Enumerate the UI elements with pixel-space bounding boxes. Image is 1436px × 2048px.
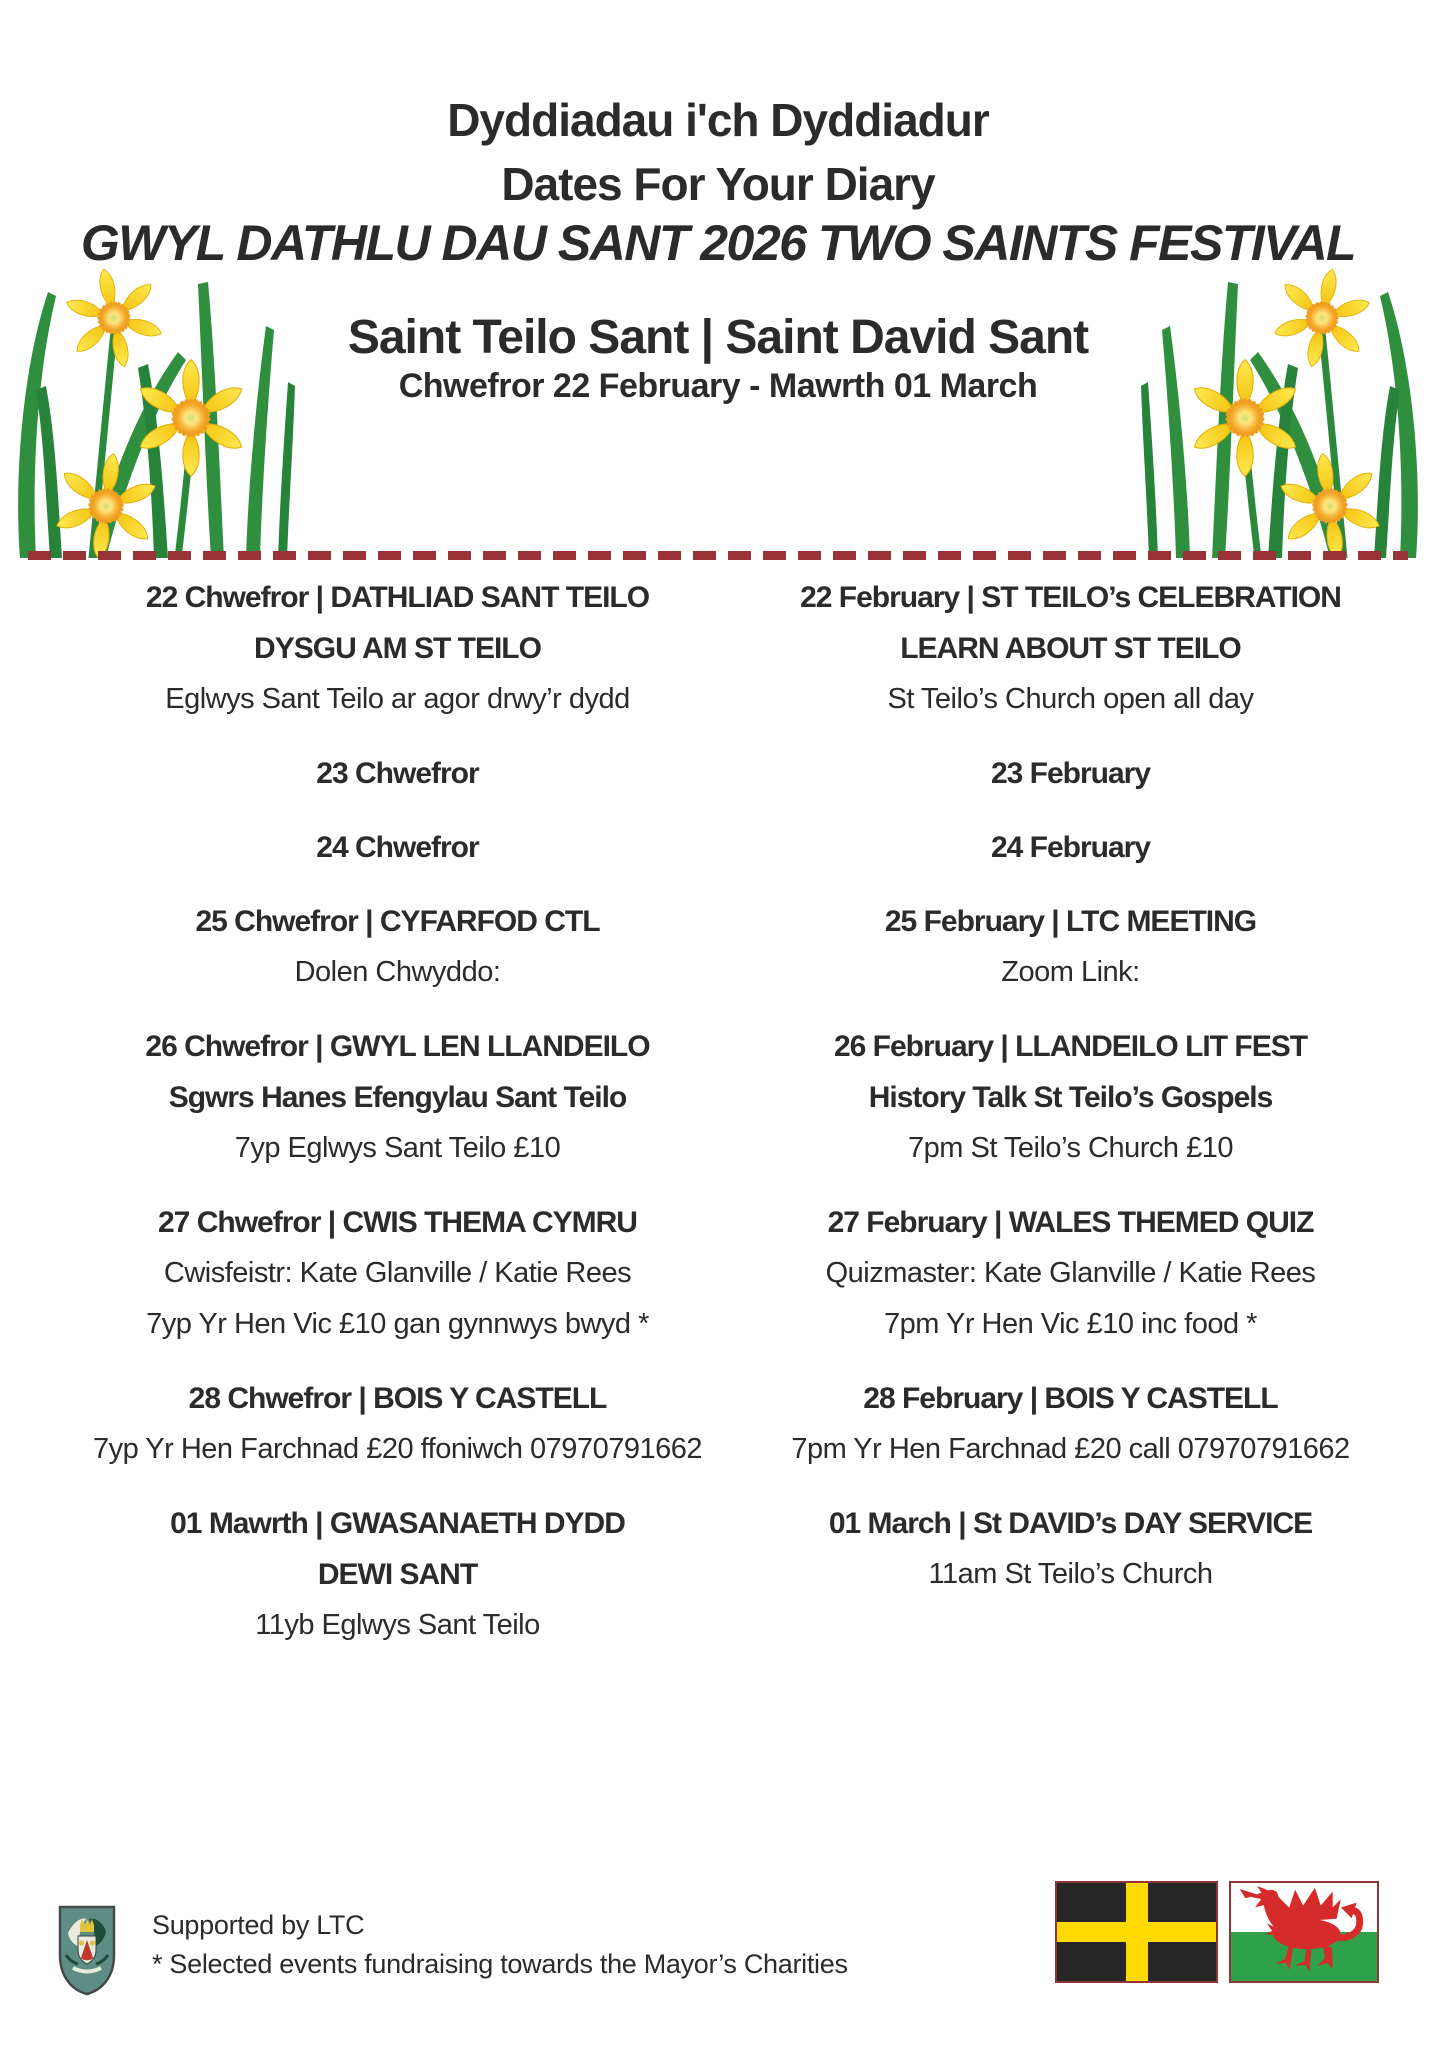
event-line: 7pm St Teilo’s Church £10 bbox=[908, 1132, 1233, 1164]
event-line: 26 February | LLANDEILO LIT FEST bbox=[833, 1030, 1308, 1063]
event-line: 7yp Yr Hen Vic £10 gan gynnwys bwyd * bbox=[146, 1308, 649, 1340]
event-line: 01 Mawrth | GWASANAETH DYDD bbox=[170, 1507, 625, 1540]
event-line: Zoom Link: bbox=[1001, 956, 1140, 988]
event-line: 24 February bbox=[990, 831, 1151, 864]
event-cell-english bbox=[734, 748, 1407, 799]
date-range: Chwefror 22 February - Mawrth 01 March bbox=[398, 367, 1038, 405]
event-cell-english bbox=[734, 1373, 1407, 1475]
events-grid bbox=[61, 572, 1407, 1651]
flag-cross-horizontal bbox=[1057, 1922, 1216, 1942]
festival-title: GWYL DATHLU DAU SANT 2026 TWO SAINTS FESTIVAL bbox=[80, 215, 1356, 271]
event-line: 11am St Teilo’s Church bbox=[928, 1558, 1213, 1590]
fundraising-note: * Selected events fundraising towards the Mayor’s Charities bbox=[152, 1949, 848, 1979]
supported-by-text: Supported by LTC bbox=[152, 1910, 365, 1940]
event-line: 28 February | BOIS Y CASTELL bbox=[863, 1382, 1278, 1415]
event-line: 22 February | ST TEILO’s CELEBRATION bbox=[800, 581, 1341, 614]
event-line: History Talk St Teilo’s Gospels bbox=[868, 1081, 1273, 1114]
page-title bbox=[0, 88, 1436, 216]
title-welsh: Dyddiadau i'ch Dyddiadur bbox=[447, 94, 989, 146]
title-english: Dates For Your Diary bbox=[501, 158, 935, 210]
event-line: 25 Chwefror | CYFARFOD CTL bbox=[195, 905, 600, 938]
event-line: 25 February | LTC MEETING bbox=[884, 905, 1257, 938]
event-line: Quizmaster: Kate Glanville / Katie Rees bbox=[825, 1257, 1316, 1289]
event-cell-welsh bbox=[61, 572, 734, 725]
event-line: 26 Chwefror | GWYL LEN LLANDEILO bbox=[145, 1030, 650, 1063]
event-cell-english bbox=[734, 1021, 1407, 1174]
event-cell-english bbox=[734, 1498, 1407, 1651]
event-line: DEWI SANT bbox=[317, 1558, 478, 1591]
event-line: 24 Chwefror bbox=[316, 831, 479, 864]
event-line: Dolen Chwyddo: bbox=[294, 956, 501, 988]
event-cell-english bbox=[734, 896, 1407, 998]
event-cell-welsh bbox=[61, 1498, 734, 1651]
welsh-dragon-flag-icon bbox=[1229, 1881, 1379, 1983]
event-line: 27 February | WALES THEMED QUIZ bbox=[827, 1206, 1314, 1239]
event-line: Sgwrs Hanes Efengylau Sant Teilo bbox=[168, 1081, 627, 1114]
event-cell-english bbox=[734, 822, 1407, 873]
event-line: DYSGU AM ST TEILO bbox=[254, 632, 541, 665]
event-line: 7pm Yr Hen Farchnad £20 call 07970791662 bbox=[791, 1433, 1350, 1465]
event-cell-welsh bbox=[61, 1197, 734, 1350]
event-line: Cwisfeistr: Kate Glanville / Katie Rees bbox=[163, 1257, 632, 1289]
event-cell-welsh bbox=[61, 822, 734, 873]
event-cell-welsh bbox=[61, 896, 734, 998]
footer-text bbox=[152, 1906, 848, 1984]
event-line: LEARN ABOUT ST TEILO bbox=[900, 632, 1241, 665]
event-line: Eglwys Sant Teilo ar agor drwy’r dydd bbox=[165, 683, 630, 715]
event-cell-welsh bbox=[61, 1373, 734, 1475]
event-line: St Teilo’s Church open all day bbox=[887, 683, 1254, 715]
event-line: 7pm Yr Hen Vic £10 inc food * bbox=[884, 1308, 1257, 1340]
event-cell-english bbox=[734, 1197, 1407, 1350]
event-cell-welsh bbox=[61, 1021, 734, 1174]
event-line: 23 February bbox=[990, 757, 1151, 790]
event-line: 27 Chwefror | CWIS THEMA CYMRU bbox=[158, 1206, 637, 1239]
saints-line: Saint Teilo Sant | Saint David Sant bbox=[347, 311, 1089, 364]
town-crest-icon bbox=[56, 1903, 118, 1997]
event-line: 7yp Eglwys Sant Teilo £10 bbox=[234, 1132, 561, 1164]
dashed-separator bbox=[28, 551, 1408, 560]
event-cell-english bbox=[734, 572, 1407, 725]
event-line: 7yp Yr Hen Farchnad £20 ffoniwch 07970791662 bbox=[93, 1433, 702, 1465]
event-line: 01 March | St DAVID’s DAY SERVICE bbox=[828, 1507, 1313, 1540]
event-line: 11yb Eglwys Sant Teilo bbox=[255, 1609, 540, 1641]
event-line: 23 Chwefror bbox=[316, 757, 479, 790]
event-line: 28 Chwefror | BOIS Y CASTELL bbox=[188, 1382, 607, 1415]
event-line: 22 Chwefror | DATHLIAD SANT TEILO bbox=[145, 581, 650, 614]
st-davids-flag-icon bbox=[1055, 1881, 1218, 1983]
event-cell-welsh bbox=[61, 748, 734, 799]
